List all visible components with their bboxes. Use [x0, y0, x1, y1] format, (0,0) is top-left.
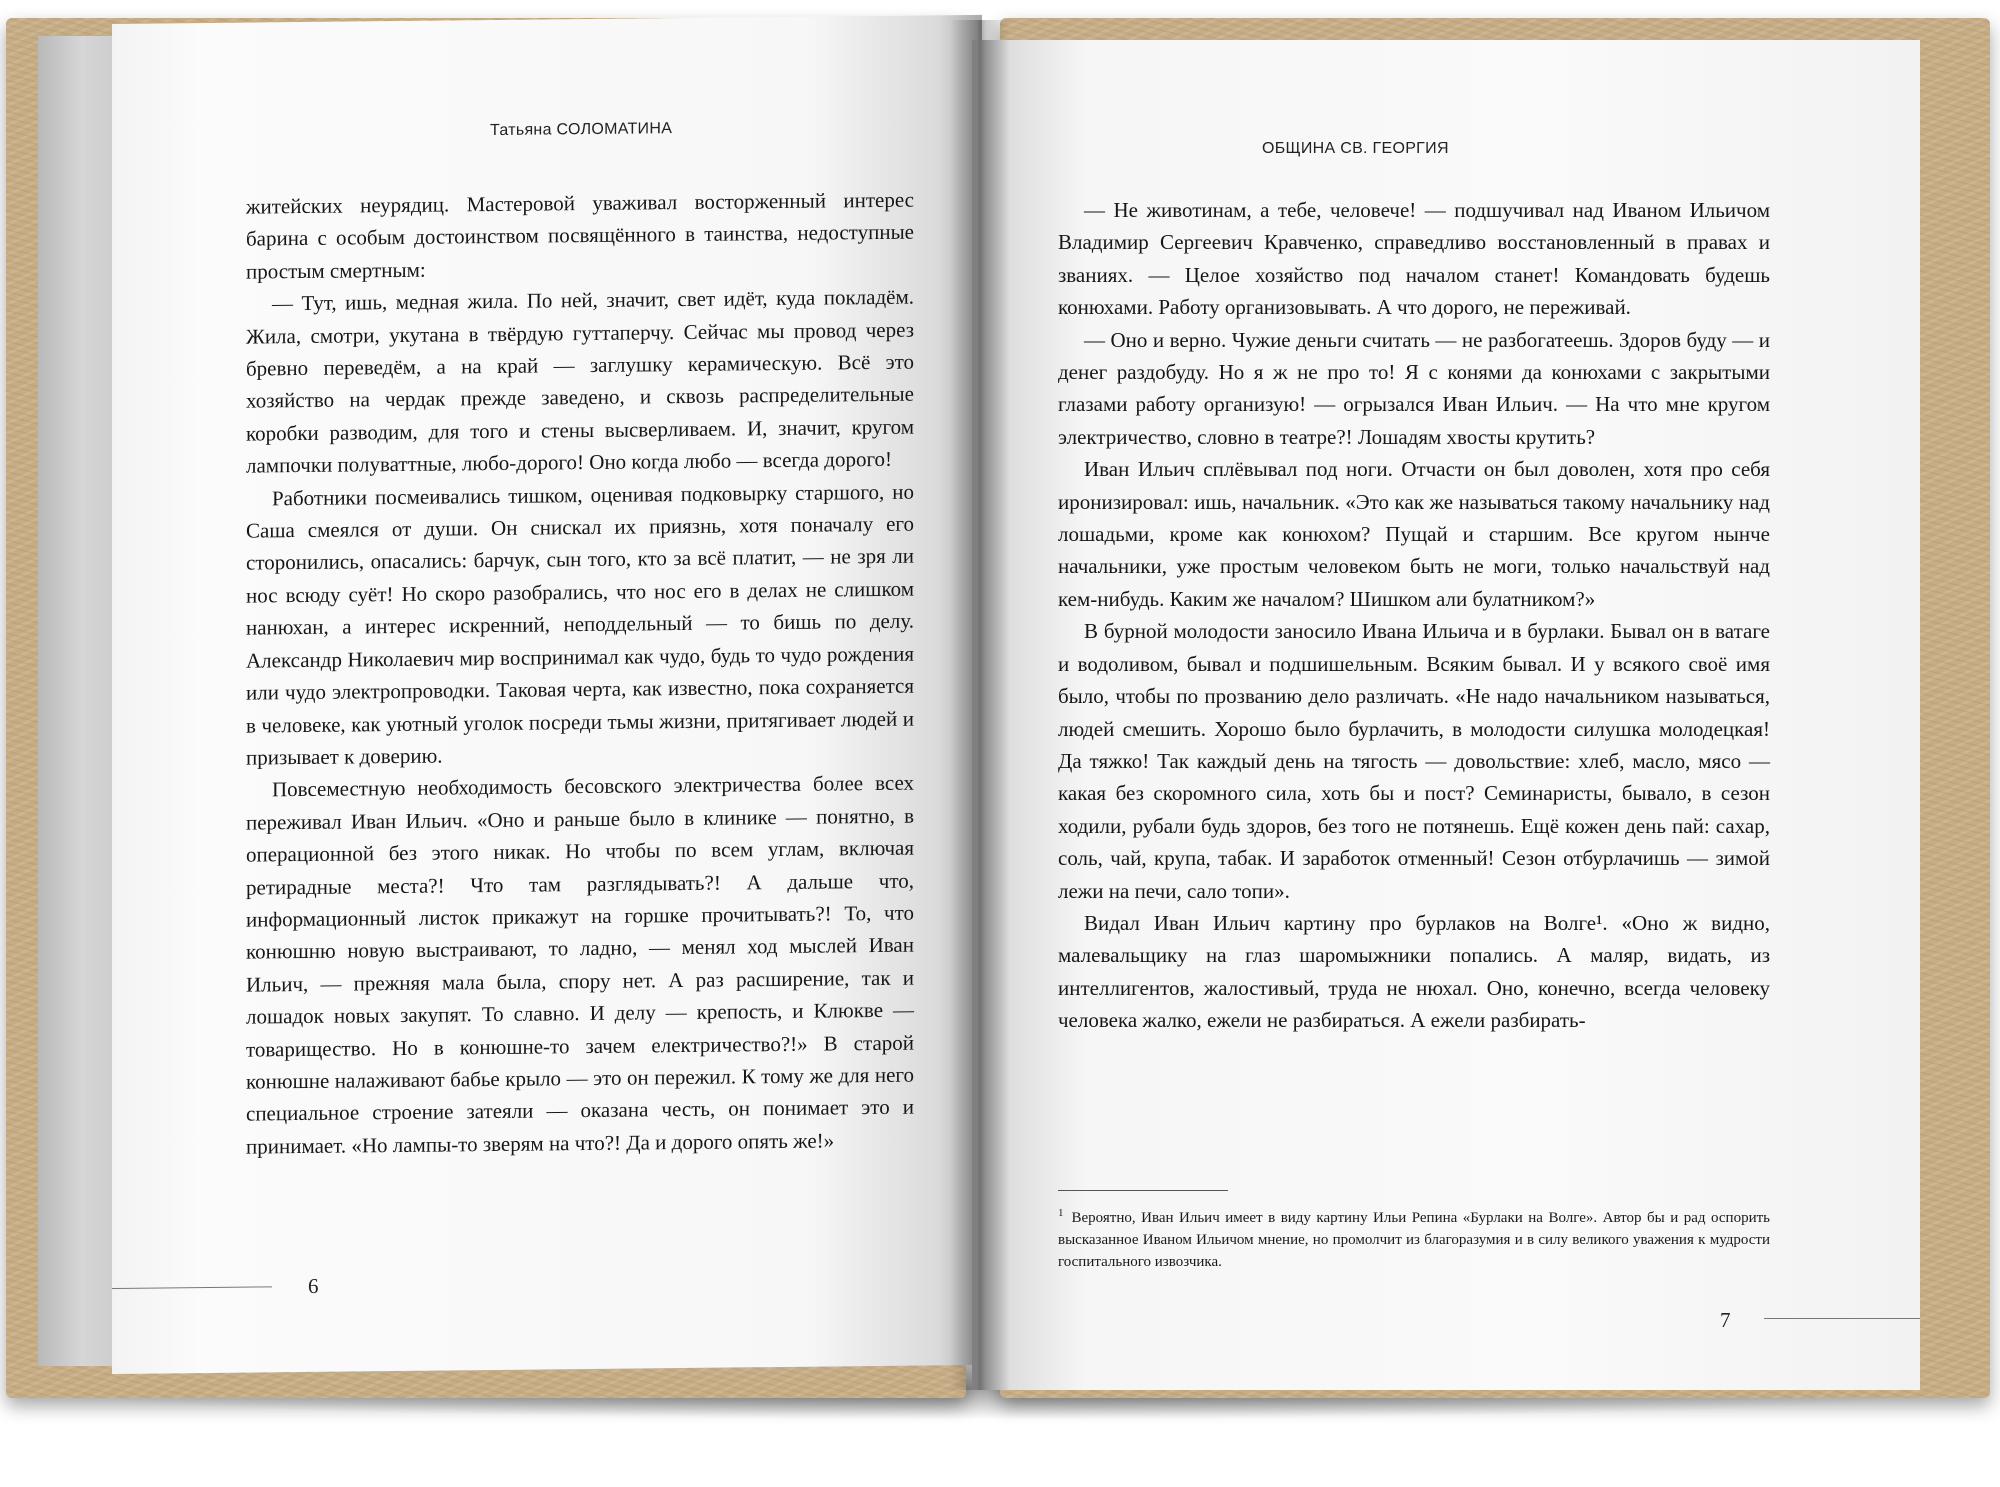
- right-page: [972, 40, 1920, 1390]
- paragraph: Иван Ильич сплёвывал под ноги. Отчасти он был доволен, хотя про себя иронизировал: ишь, начальник. «Это как же называться такому начальнику над лошадьми, кроме как конюхом? Пущай и старшим. Все кругом нынче начальники, уже простым человеком быть не моги, только начальствуй над кем-нибудь. Каким же началом? Шишком али булатником?»: [1058, 457, 1770, 611]
- paragraph: В бурной молодости заносило Ивана Ильича и в бурлаки. Бывал он в ватаге и водоливом, бывал и подшишельным. Всяким бывал. И у всякого своё имя было, чтобы по прозванию дело различать. «Не надо начальником называться, людей смешить. Хорошо было бурлачить, в молодости силушка молодецкая! Да тяжко! Так каждый день на тягость — довольствие: хлеб, масло, мясо — какая без скоромного сила, хоть бы и пост? Семинаристы, бывало, в сезон ходили, рубали будь здоров, без того не потянешь. Ещё кожен день пай: сахар, соль, чай, крупа, табак. И заработок отменный! Сезон отбурлачишь — зимой лежи на печи, сало топи».: [1058, 619, 1770, 903]
- footnote-mark: 1: [1058, 1207, 1064, 1219]
- footnote-rule: [1058, 1190, 1228, 1191]
- page-number-left: 6: [308, 1273, 319, 1298]
- page-number-right: 7: [1720, 1308, 1731, 1332]
- right-page-body: [1058, 194, 1770, 1037]
- running-head-right: ОБЩИНА СВ. ГЕОРГИЯ: [1262, 140, 1449, 157]
- page-number-rule-left: [112, 1286, 272, 1289]
- paragraph: — Не животинам, а тебе, человече! — подшучивал над Иваном Ильичом Владимир Сергеевич Кравченко, справедливо восстановленный в правах и званиях. — Целое хозяйство под началом станет! Командовать будешь конюхами. Работу организовывать. А что дорого, не переживай.: [1058, 198, 1770, 320]
- paragraph: — Оно и верно. Чужие деньги считать — не разбогатеешь. Здоров буду — и денег раздобуду. Но я ж не про то! Я с конями да конюхами с закрытыми глазами работу организую! — огрызался Иван Ильич. — На что мне кругом электричество, словно в театре?! Лошадям хвосты крутить?: [1058, 327, 1770, 449]
- left-page-body: [246, 184, 914, 1163]
- paragraph: — Тут, ишь, медная жила. По ней, значит, свет идёт, куда покладём. Жила, смотри, укутана в твёрдую гуттаперчу. Сейчас мы провод через бревно переведём, а на край — заглушку керамическую. Всё это хозяйство на чердак прежде заведено, и сквозь распределительные коробки разводим, для того и стены высверливаем. И, значит, кругом лампочки полуваттные, любо-дорого! Оно когда любо — всегда дорого!: [246, 284, 914, 478]
- book-gutter-shadow: [950, 20, 1010, 1390]
- paragraph: Повсеместную необходимость бесовского электричества более всех переживал Иван Ильич. «Оно и раньше было в клинике — понятно, в операционной без этого никак. Но чтобы по всем углам, включая ретирадные места?! Что там разглядывать?! А дальше что, информационный листок прикажут на горшке прочитывать?! То, что конюшню новую выстраивают, то ладно, — менял ход мыслей Иван Ильич, — прежняя мала была, спору нет. А раз расширение, так и лошадок новых закупят. То славно. И делу — крепость, и Клюкве — товарищество. Но в конюшне-то зачем електричество?!» В старой конюшне налаживают бабье крыло — это он пережил. К тому же для него специальное строение затеяли — оказана честь, он понимает это и принимает. «Но лампы-то зверям на что?! Да и дорого опять же!»: [246, 770, 914, 1159]
- footnote: [1058, 1202, 1770, 1273]
- paragraph: Видал Иван Ильич картину про бурлаков на Волге¹. «Оно ж видно, малевальщику на глаз шаромыжники попались. А маляр, видать, из интеллигентов, жалостивый, труда не нюхал. Оно, конечно, всегда человеку человека жалко, ежели не разбираться. А ежели разбирать-: [1058, 910, 1770, 1033]
- footnote-text: Вероятно, Иван Ильич имеет в виду картину Ильи Репина «Бурлаки на Волге». Автор бы и рад оспорить высказанное Иваном Ильичом мнение, но промолчит из благоразумия и в силу великого уважения к мудрости госпитального извозчика.: [1058, 1210, 1770, 1270]
- page-number-rule-right: [1764, 1318, 1920, 1319]
- paragraph: житейских неурядиц. Мастеровой уваживал восторженный интерес барина с особым достоинством посвящённого в таинства, недоступные простым смертным:: [246, 187, 914, 284]
- paragraph: Работники посмеивались тишком, оценивая подковырку старшого, но Саша смеялся от души. Он снискал их приязнь, хотя поначалу его сторонились, опасались: барчук, сын того, кто за всё платит, — не зря ли нос всюду суёт! Но скоро разобрались, что нос его в делах не слишком нанюхан, а интерес искренний, неподдельный — то бишь по делу. Александр Николаевич мир воспринимал как чудо, будь то чудо рождения или чудо электропроводки. Таковая черта, как известно, пока сохраняется в человеке, как уютный уголок посреди тьмы жизни, притягивает людей и призывает к доверию.: [246, 479, 914, 770]
- running-head-left: Татьяна СОЛОМАТИНА: [490, 120, 673, 140]
- left-page: [112, 15, 982, 1374]
